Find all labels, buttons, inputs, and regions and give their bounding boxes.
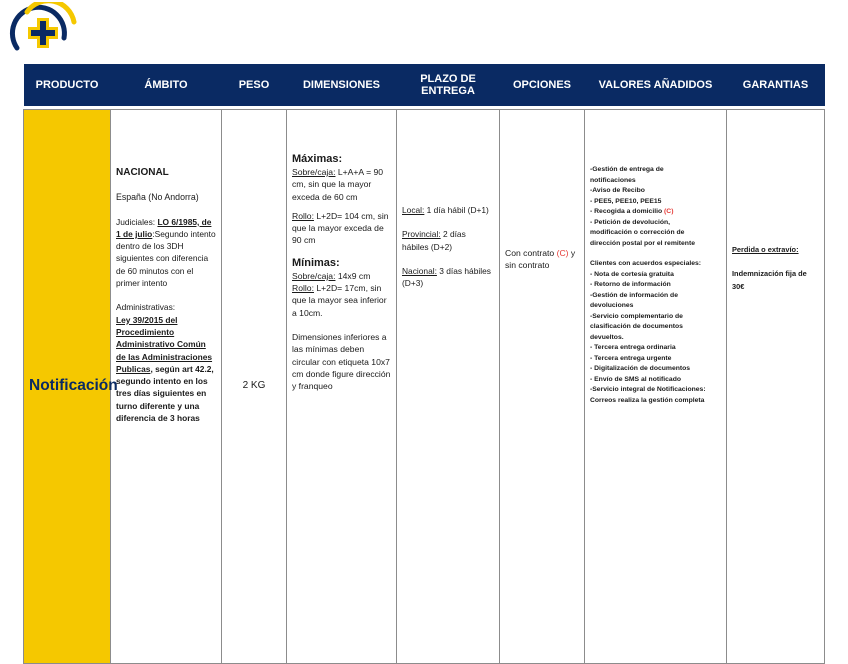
dim-note: Dimensiones inferiores a las mínimas deben circular con etiqueta 10x7 cm donde figure dirección y franqueo [292,331,391,392]
admin-text: , según art 42.2, segundo intento en los tres días siguientes en turno diferente y una diferencia de 3 horas [116,363,214,424]
ambito-cell [111,110,222,664]
correos-logo-icon [4,2,86,60]
valores-line: Correos realiza la gestión completa [590,396,705,404]
table-header-row [24,64,825,106]
header-plazo: PLAZO DE ENTREGA [397,64,500,106]
valores-line: -Servicio integral de Notificaciones: [590,386,706,393]
valores-line: - Digitalización de documentos [590,365,691,372]
valores-line: - Petición de devolución, [590,218,671,226]
valores-line: - Tercera entrega ordinaria [590,344,676,351]
valores-line: devueltos. [590,333,624,341]
dim-max-title: Máximas: [292,153,343,165]
valores-line: notificaciones [590,176,636,184]
judiciales-law: LO 6/1985, de 1 de julio [116,216,212,239]
garantias-text: Indemnización fija de 30€ [732,269,807,291]
valores-line: - Retorno de información [590,281,671,288]
header-garantias: GARANTIAS [727,64,825,106]
garantias-cell [727,110,825,664]
garantias-label: Perdida o extravío: [732,245,799,254]
plazo-local-text: 1 día hábil (D+1) [424,205,489,215]
plazo-provincial-label: Provincial: [402,229,441,240]
product-name: Notificación [24,110,111,664]
header-producto: PRODUCTO [24,64,111,106]
peso-value: 2 KG [222,110,287,664]
valores-line: clasificación de documentos [590,323,683,330]
dim-max-rollo-label: Rollo: [292,210,314,221]
ambito-title: NACIONAL [116,167,169,178]
table-row [24,110,825,664]
valores-line: dirección postal por el remitente [590,239,695,247]
plazo-local-label: Local: [402,205,425,215]
header-dimensiones: DIMENSIONES [287,64,397,106]
plazo-nacional-label: Nacional: [402,265,437,276]
plazo-provincial-text: 2 días hábiles (D+2) [402,229,466,252]
judiciales-label: Judiciales: [116,216,156,227]
judiciales-text: :Segundo intento dentro de los 3DH siguientes con diferencia de 60 minutos con el primer intento [116,228,216,289]
dim-max-rollo-text: L+2D= 104 cm, sin que la mayor exceda de 90 cm [292,210,389,246]
opciones-cell [500,110,585,664]
valores-marker: (C) [664,208,674,215]
product-table [23,64,825,664]
admin-law: Ley 39/2015 del Procedimiento Administrativo Común de las Administraciones Publicas [116,314,213,374]
dim-min-title: Mínimas: [292,256,340,269]
opciones-text2: y sin contrato [505,248,576,271]
header-peso: PESO [222,64,287,106]
dim-min-caja-text: 14x9 cm [335,270,371,281]
dim-min-rollo-label: Rollo: [292,283,314,294]
valores-special-title: Clientes con acuerdos especiales: [590,260,702,267]
valores-line: -Gestión de entrega de [590,166,664,173]
valores-cell [585,110,727,664]
opciones-text1: Con contrato [505,248,557,258]
valores-line: - Envío de SMS al notificado [590,375,682,383]
header-ambito: ÁMBITO [111,64,222,106]
admin-label: Administrativas: [116,302,176,313]
plazo-cell [397,110,500,664]
valores-line: devoluciones [590,302,634,309]
valores-line: -Gestión de información de [590,291,678,299]
dim-min-caja-label: Sobre/caja: [292,270,336,281]
valores-line: - Recogida a domicilio [590,208,665,215]
dimensiones-cell [287,110,397,664]
valores-line: - Tercera entrega urgente [590,354,672,362]
ambito-country: España (No Andorra) [116,192,199,203]
dim-max-caja-text: L+A+A = 90 cm, sin que la mayor exceda de 60 cm [292,167,384,202]
valores-line: -Servicio complementario de [590,312,683,320]
valores-line: - PEE5, PEE10, PEE15 [590,197,662,205]
dim-max-caja-label: Sobre/caja: [292,167,336,177]
opciones-marker: (C) [556,248,569,258]
valores-line: modificación o corrección de [590,229,685,236]
dim-min-rollo-text: L+2D= 17cm, sin que la mayor sea inferior a 10cm. [292,283,387,318]
header-valores: VALORES AÑADIDOS [585,64,727,106]
plazo-nacional-text: 3 días hábiles (D+3) [402,265,491,289]
valores-line: -Aviso de Recibo [590,187,645,194]
header-opciones: OPCIONES [500,64,585,106]
valores-line: - Nota de cortesía gratuita [590,270,674,278]
